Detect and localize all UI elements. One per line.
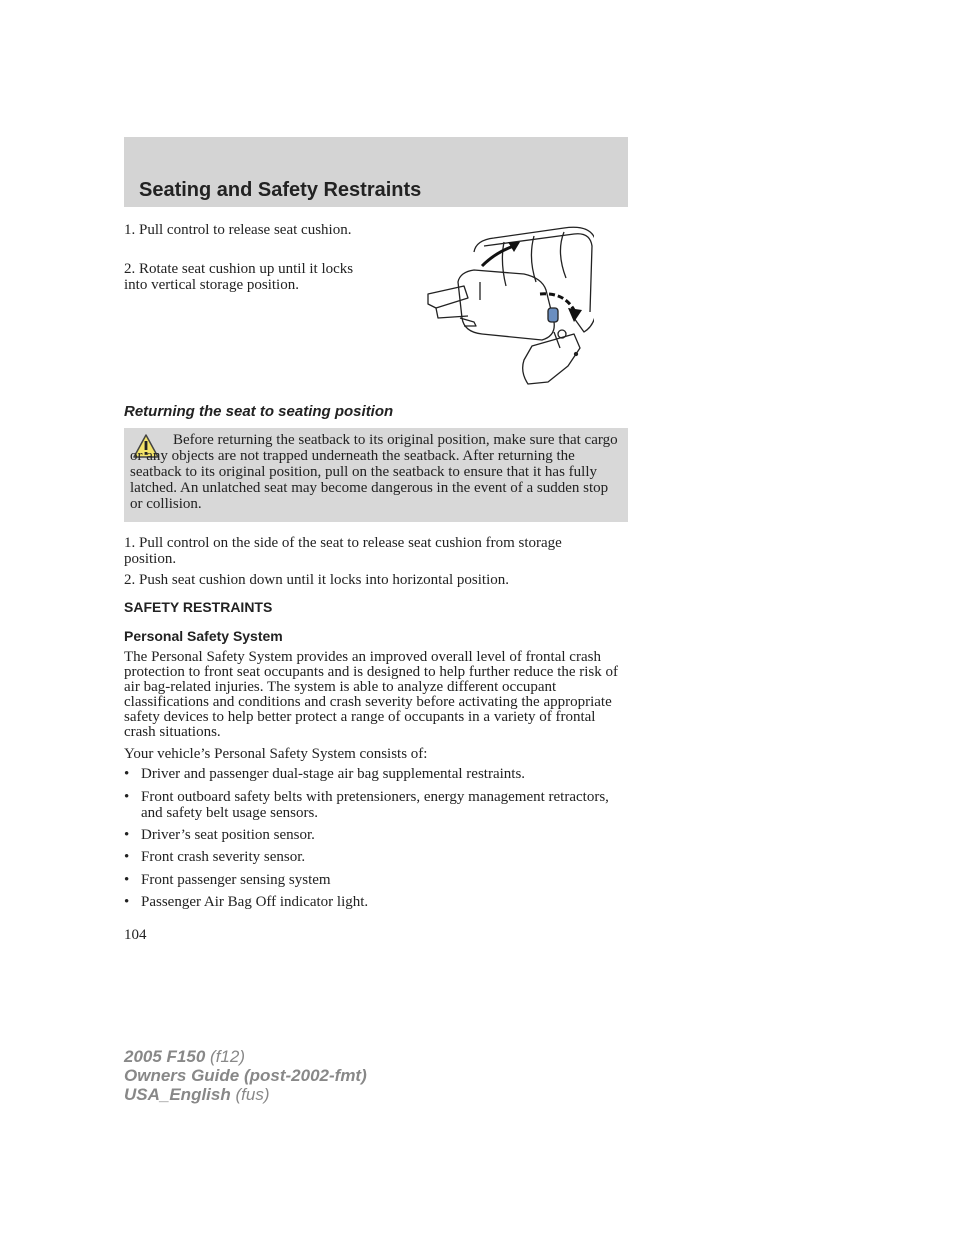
- list-item: • Front crash severity sensor.: [124, 849, 306, 865]
- bullet-icon: •: [124, 789, 130, 805]
- bullet-icon: •: [124, 827, 130, 843]
- pss-intro: Your vehicle’s Personal Safety System consists of:: [124, 746, 428, 762]
- section-header-band: [124, 137, 628, 207]
- list-item: • Driver’s seat position sensor.: [124, 827, 315, 843]
- personal-safety-system-heading: Personal Safety System: [124, 628, 283, 644]
- page-number: 104: [124, 927, 147, 943]
- list-item: • Passenger Air Bag Off indicator light.: [124, 894, 369, 910]
- return-step-2: 2. Push seat cushion down until it locks into horizontal position.: [124, 572, 509, 588]
- bullet-icon: •: [124, 872, 130, 888]
- bullet-icon: •: [124, 849, 130, 865]
- pss-paragraph: The Personal Safety System provides an improved overall level of frontal crash protection to front seat occupants and is designed to help further reduce the risk of air bag-related injuries. The system is able to analyze different occupant classifications and conditions and crash severity before activating the appropriate safety devices to help better protect a range of occupants in a variety of frontal crash situations.: [124, 649, 619, 740]
- footer-line-guide: Owners Guide (post-2002-fmt): [124, 1066, 367, 1085]
- list-item: • Front passenger sensing system: [124, 872, 331, 888]
- list-item: • Driver and passenger dual-stage air bag supplemental restraints.: [124, 766, 526, 782]
- seat-storage-illustration: [424, 222, 594, 388]
- storage-step-1: 1. Pull control to release seat cushion.: [124, 222, 352, 238]
- safety-restraints-heading: SAFETY RESTRAINTS: [124, 599, 273, 615]
- warning-box: [124, 428, 628, 522]
- warning-text: Before returning the seatback to its original position, make sure that cargo or any objects are not trapped underneath the seatback. After returning the seatback to its original position, pull on the seatback to ensure that it has fully latched. An unlatched seat may become dangerous in the event of a sudden stop or collision.: [130, 432, 618, 512]
- bullet-icon: •: [124, 766, 130, 782]
- footer-line-model: 2005 F150 (f12): [124, 1047, 245, 1066]
- section-title: Seating and Safety Restraints: [139, 179, 422, 201]
- subheading-returning-seat: Returning the seat to seating position: [124, 403, 394, 420]
- bullet-icon: •: [124, 894, 130, 910]
- footer-line-locale: USA_English (fus): [124, 1085, 270, 1104]
- document-footer: [124, 1047, 367, 1104]
- return-step-1: 1. Pull control on the side of the seat to release seat cushion from storage position.: [124, 535, 562, 567]
- list-item: • Front outboard safety belts with pretensioners, energy management retractors, and safety belt usage sensors.: [124, 789, 609, 821]
- storage-step-2: 2. Rotate seat cushion up until it locks into vertical storage position.: [124, 261, 354, 293]
